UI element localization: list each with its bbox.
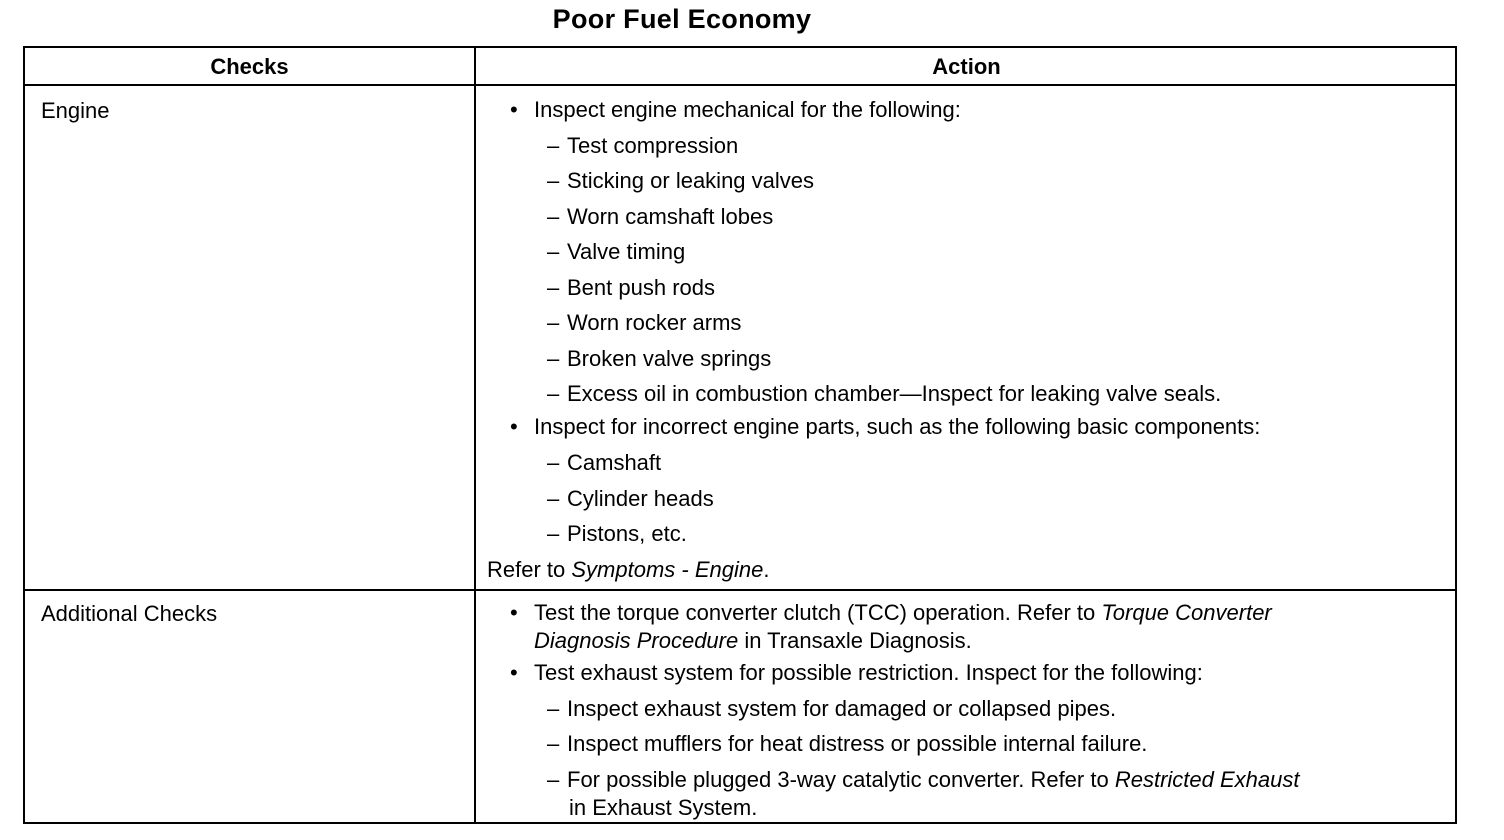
- header-checks: Checks: [210, 54, 289, 79]
- action-subitem-continued: in Exhaust System.: [569, 795, 758, 820]
- row-divider: [25, 589, 1455, 591]
- dash-mark: –: [547, 381, 560, 406]
- action-subitem: Excess oil in combustion chamber—Inspect for leaking valve seals.: [567, 381, 1222, 406]
- dash-mark: –: [547, 521, 560, 546]
- action-subitem: Test compression: [567, 133, 739, 158]
- action-bullet: [534, 599, 1272, 627]
- action-subitem: Pistons, etc.: [567, 521, 687, 546]
- action-bullet: Inspect engine mechanical for the following:: [534, 97, 961, 122]
- action-subitem: Broken valve springs: [567, 346, 772, 371]
- bullet-mark: •: [510, 97, 518, 122]
- bullet-link: Torque Converter: [1101, 600, 1272, 625]
- header-divider: [25, 84, 1455, 86]
- bullet-suffix: in Transaxle Diagnosis.: [738, 628, 972, 653]
- dash-mark: –: [547, 696, 560, 721]
- dash-mark: –: [547, 731, 560, 756]
- action-subitem: Worn rocker arms: [567, 310, 742, 335]
- refer-link: Symptoms - Engine: [571, 557, 764, 582]
- dash-mark: –: [547, 486, 560, 511]
- action-subitem: Valve timing: [567, 239, 686, 264]
- dash-mark: –: [547, 310, 560, 335]
- action-bullet-continued: [534, 627, 972, 655]
- bullet-mark: •: [510, 414, 518, 439]
- action-subitem: Inspect mufflers for heat distress or possible internal failure.: [567, 731, 1148, 756]
- action-subitem: Bent push rods: [567, 275, 715, 300]
- dash-mark: –: [547, 346, 560, 371]
- dash-mark: –: [547, 239, 560, 264]
- header-action: Action: [932, 54, 1001, 79]
- action-bullet: Test exhaust system for possible restriction. Inspect for the following:: [534, 660, 1203, 685]
- refer-line: [487, 556, 769, 584]
- dash-mark: –: [547, 168, 560, 193]
- action-subitem: [567, 766, 1299, 794]
- bullet-mark: •: [510, 600, 518, 625]
- action-subitem: Cylinder heads: [567, 486, 714, 511]
- subitem-text: For possible plugged 3-way catalytic converter. Refer to: [567, 767, 1115, 792]
- refer-suffix: .: [763, 557, 770, 582]
- action-subitem: Inspect exhaust system for damaged or collapsed pipes.: [567, 696, 1117, 721]
- check-additional: Additional Checks: [41, 601, 218, 626]
- action-subitem: Sticking or leaking valves: [567, 168, 815, 193]
- diagnostic-table: [23, 46, 1457, 824]
- action-subitem: Camshaft: [567, 450, 662, 475]
- dash-mark: –: [547, 133, 560, 158]
- dash-mark: –: [547, 767, 560, 792]
- subitem-link: Restricted Exhaust: [1114, 767, 1300, 792]
- check-engine: Engine: [41, 98, 110, 123]
- dash-mark: –: [547, 450, 560, 475]
- action-subitem: Worn camshaft lobes: [567, 204, 774, 229]
- column-divider: [474, 48, 476, 822]
- action-bullet: Inspect for incorrect engine parts, such as the following basic components:: [534, 414, 1261, 439]
- bullet-mark: •: [510, 660, 518, 685]
- bullet-link: Diagnosis Procedure: [534, 628, 739, 653]
- dash-mark: –: [547, 204, 560, 229]
- refer-prefix: Refer to: [487, 557, 572, 582]
- dash-mark: –: [547, 275, 560, 300]
- bullet-text: Test the torque converter clutch (TCC) operation. Refer to: [534, 600, 1102, 625]
- page-title: Poor Fuel Economy: [552, 4, 812, 34]
